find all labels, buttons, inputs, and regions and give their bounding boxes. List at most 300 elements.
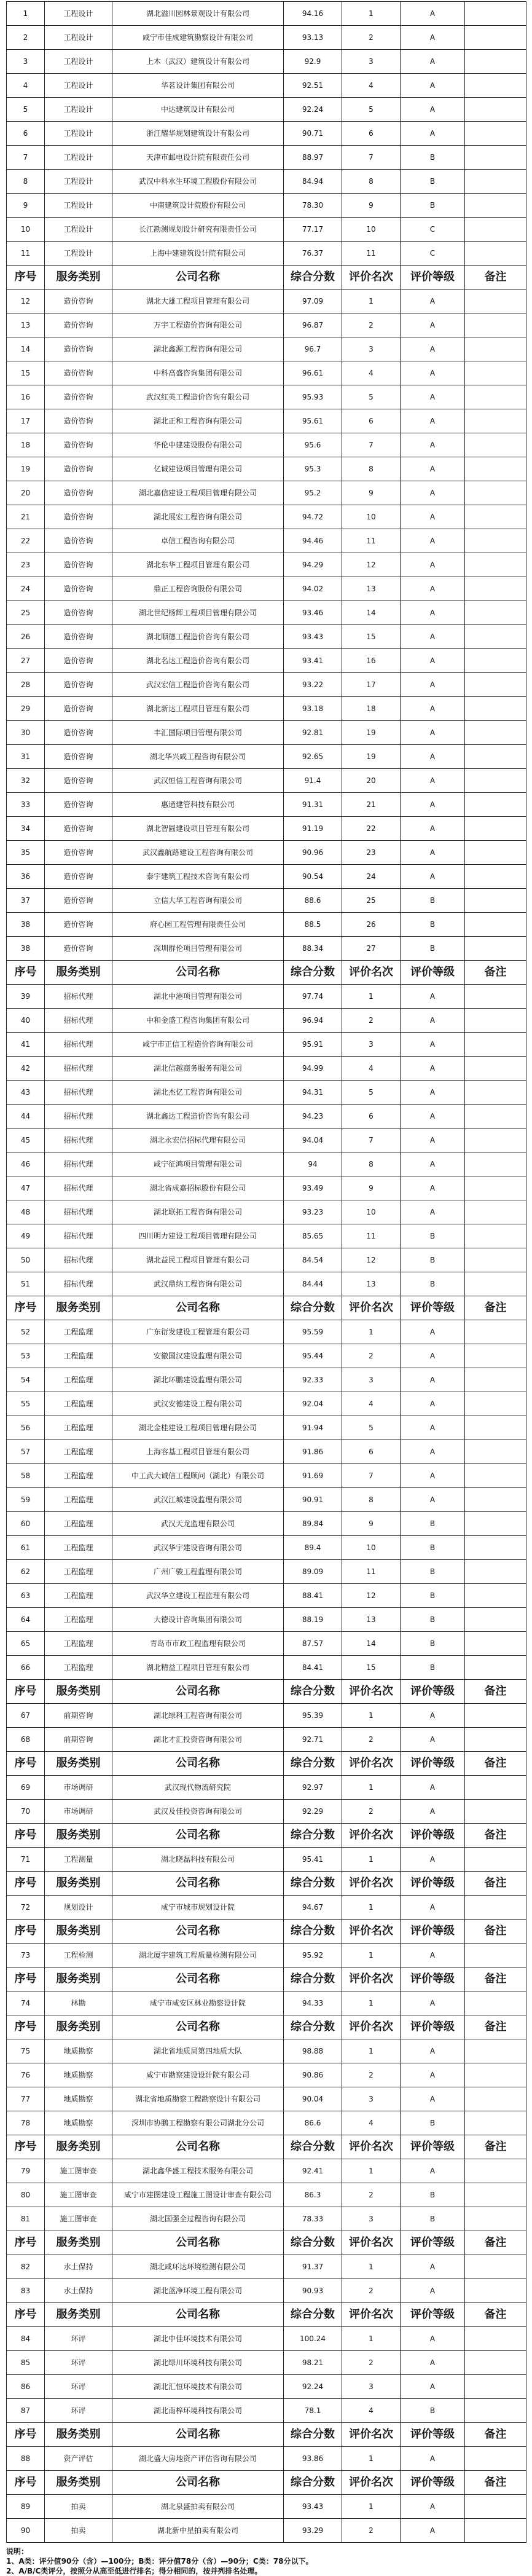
table-row <box>7 1464 526 1488</box>
cell-remark <box>465 577 526 601</box>
cell-remark <box>465 1560 526 1584</box>
cell-category: 招标代理 <box>45 985 112 1009</box>
cell-score: 87.57 <box>284 1632 342 1656</box>
cell-score: 91.37 <box>284 2255 342 2279</box>
header-score: 综合分数 <box>284 2423 342 2447</box>
cell-grade: A <box>401 2327 465 2351</box>
cell-remark <box>465 1320 526 1344</box>
cell-category: 资产评估 <box>45 2447 112 2471</box>
cell-remark <box>465 841 526 865</box>
table-row <box>7 1200 526 1224</box>
header-score: 综合分数 <box>284 1680 342 1704</box>
header-remark: 备注 <box>465 266 526 290</box>
cell-rank: 13 <box>342 1272 401 1296</box>
cell-grade: A <box>401 1488 465 1512</box>
cell-grade: A <box>401 1128 465 1152</box>
cell-score: 92.97 <box>284 1776 342 1800</box>
header-score: 综合分数 <box>284 1752 342 1776</box>
cell-company: 咸宁市咸安区林业勘察设计院 <box>112 1991 284 2015</box>
cell-rank: 12 <box>342 1248 401 1272</box>
cell-remark <box>465 817 526 841</box>
cell-category: 工程设计 <box>45 50 112 74</box>
table-row <box>7 1009 526 1033</box>
cell-company: 武汉及佳投资咨询有限公司 <box>112 1800 284 1824</box>
cell-remark <box>465 865 526 889</box>
cell-company: 湖北南梓环境科技有限公司 <box>112 2399 284 2423</box>
cell-grade: A <box>401 2087 465 2111</box>
cell-remark <box>465 1896 526 1920</box>
cell-rank: 16 <box>342 649 401 673</box>
cell-seq: 31 <box>7 745 45 769</box>
cell-category: 林勘 <box>45 1991 112 2015</box>
cell-rank: 12 <box>342 1584 401 1608</box>
cell-remark <box>465 2447 526 2471</box>
header-rank: 评价名次 <box>342 2015 401 2039</box>
cell-score: 93.41 <box>284 649 342 673</box>
cell-score: 89.09 <box>284 1560 342 1584</box>
cell-seq: 25 <box>7 601 45 625</box>
cell-grade: B <box>401 2399 465 2423</box>
cell-seq: 3 <box>7 50 45 74</box>
cell-score: 88.5 <box>284 913 342 937</box>
header-remark: 备注 <box>465 1824 526 1848</box>
table-row <box>7 2207 526 2231</box>
table-row <box>7 913 526 937</box>
cell-score: 94.16 <box>284 2 342 26</box>
header-category: 服务类别 <box>45 1920 112 1944</box>
cell-company: 湖北绿川环境科技有限公司 <box>112 2351 284 2375</box>
cell-grade: C <box>401 218 465 242</box>
header-score: 综合分数 <box>284 1296 342 1320</box>
cell-rank: 1 <box>342 2255 401 2279</box>
cell-rank: 2 <box>342 1344 401 1368</box>
header-row <box>7 1824 526 1848</box>
cell-grade: A <box>401 1392 465 1416</box>
cell-category: 造价咨询 <box>45 721 112 745</box>
header-seq: 序号 <box>7 2303 45 2327</box>
cell-category: 市场调研 <box>45 1776 112 1800</box>
table-row <box>7 146 526 170</box>
cell-category: 招标代理 <box>45 1009 112 1033</box>
cell-score: 93.46 <box>284 601 342 625</box>
header-score: 综合分数 <box>284 2015 342 2039</box>
cell-seq: 56 <box>7 1416 45 1440</box>
table-row <box>7 1704 526 1728</box>
header-category: 服务类别 <box>45 1872 112 1896</box>
cell-grade: A <box>401 457 465 481</box>
cell-seq: 69 <box>7 1776 45 1800</box>
cell-company: 广东衍发建设工程管理有限公司 <box>112 1320 284 1344</box>
cell-remark <box>465 457 526 481</box>
cell-company: 湖北中港项目管理有限公司 <box>112 985 284 1009</box>
header-row <box>7 2303 526 2327</box>
cell-category: 招标代理 <box>45 1057 112 1081</box>
header-seq: 序号 <box>7 1920 45 1944</box>
header-row <box>7 1967 526 1991</box>
cell-category: 招标代理 <box>45 1176 112 1200</box>
cell-category: 造价咨询 <box>45 769 112 793</box>
cell-grade: B <box>401 889 465 913</box>
cell-seq: 53 <box>7 1344 45 1368</box>
cell-grade: B <box>401 2207 465 2231</box>
cell-grade: B <box>401 2111 465 2135</box>
cell-seq: 77 <box>7 2087 45 2111</box>
cell-seq: 61 <box>7 1536 45 1560</box>
header-score: 综合分数 <box>284 1824 342 1848</box>
cell-rank: 1 <box>342 2495 401 2519</box>
cell-score: 92.29 <box>284 1800 342 1824</box>
table-row <box>7 985 526 1009</box>
cell-rank: 18 <box>342 697 401 721</box>
header-row <box>7 1680 526 1704</box>
cell-remark <box>465 1991 526 2015</box>
header-grade: 评价等级 <box>401 2135 465 2159</box>
table-row <box>7 745 526 769</box>
cell-category: 工程设计 <box>45 26 112 50</box>
cell-score: 94.72 <box>284 505 342 529</box>
cell-category: 工程监理 <box>45 1440 112 1464</box>
cell-seq: 6 <box>7 122 45 146</box>
cell-score: 95.39 <box>284 1704 342 1728</box>
notes-title: 说明： <box>6 2547 29 2556</box>
cell-rank: 10 <box>342 1200 401 1224</box>
cell-seq: 81 <box>7 2207 45 2231</box>
table-row <box>7 1440 526 1464</box>
cell-company: 武汉中科水生环境工程股份有限公司 <box>112 170 284 194</box>
cell-score: 88.19 <box>284 1608 342 1632</box>
header-seq: 序号 <box>7 2471 45 2495</box>
table-row <box>7 2255 526 2279</box>
cell-remark <box>465 2327 526 2351</box>
cell-seq: 59 <box>7 1488 45 1512</box>
cell-category: 造价咨询 <box>45 313 112 337</box>
header-seq: 序号 <box>7 2423 45 2447</box>
header-grade: 评价等级 <box>401 2231 465 2255</box>
cell-category: 工程监理 <box>45 1656 112 1680</box>
cell-score: 92.24 <box>284 98 342 122</box>
cell-remark <box>465 1944 526 1967</box>
table-row <box>7 1057 526 1081</box>
header-seq: 序号 <box>7 2015 45 2039</box>
table-row <box>7 1608 526 1632</box>
header-remark: 备注 <box>465 2015 526 2039</box>
cell-rank: 3 <box>342 2375 401 2399</box>
cell-remark <box>465 1033 526 1057</box>
cell-company: 湖北嘉信建设工程项目管理有限公司 <box>112 481 284 505</box>
cell-company: 湖北厦宇建筑工程质量检测有限公司 <box>112 1944 284 1967</box>
cell-seq: 82 <box>7 2255 45 2279</box>
cell-rank: 4 <box>342 1392 401 1416</box>
table-row <box>7 1272 526 1296</box>
cell-rank: 1 <box>342 2039 401 2063</box>
header-company: 公司名称 <box>112 2015 284 2039</box>
cell-grade: A <box>401 1440 465 1464</box>
header-company: 公司名称 <box>112 1920 284 1944</box>
table-row <box>7 697 526 721</box>
cell-seq: 46 <box>7 1152 45 1176</box>
cell-category: 工程监理 <box>45 1584 112 1608</box>
cell-company: 咸宁市佳成建筑勘察设计有限公司 <box>112 26 284 50</box>
table-row <box>7 50 526 74</box>
header-category: 服务类别 <box>45 961 112 985</box>
table-row <box>7 1152 526 1176</box>
cell-company: 安徽国汉建设监理有限公司 <box>112 1344 284 1368</box>
cell-score: 98.21 <box>284 2351 342 2375</box>
cell-category: 环评 <box>45 2375 112 2399</box>
cell-company: 广州广骏工程监理有限公司 <box>112 1560 284 1584</box>
cell-remark <box>465 1224 526 1248</box>
cell-rank: 10 <box>342 218 401 242</box>
cell-grade: A <box>401 1704 465 1728</box>
cell-seq: 23 <box>7 553 45 577</box>
cell-score: 93.86 <box>284 2447 342 2471</box>
cell-category: 造价咨询 <box>45 865 112 889</box>
cell-remark <box>465 2519 526 2543</box>
cell-category: 工程检测 <box>45 1944 112 1967</box>
cell-grade: B <box>401 2183 465 2207</box>
cell-seq: 43 <box>7 1081 45 1105</box>
table-row <box>7 1416 526 1440</box>
table-row <box>7 793 526 817</box>
cell-category: 造价咨询 <box>45 625 112 649</box>
cell-remark <box>465 769 526 793</box>
cell-company: 鼎正工程咨询股份有限公司 <box>112 577 284 601</box>
cell-remark <box>465 1248 526 1272</box>
cell-seq: 65 <box>7 1632 45 1656</box>
table-row <box>7 1320 526 1344</box>
cell-grade: B <box>401 1536 465 1560</box>
cell-rank: 9 <box>342 194 401 218</box>
cell-score: 89.4 <box>284 1536 342 1560</box>
header-category: 服务类别 <box>45 1824 112 1848</box>
cell-score: 100.24 <box>284 2327 342 2351</box>
cell-remark <box>465 1728 526 1752</box>
header-grade: 评价等级 <box>401 1296 465 1320</box>
cell-rank: 2 <box>342 26 401 50</box>
header-score: 综合分数 <box>284 2231 342 2255</box>
cell-grade: A <box>401 409 465 433</box>
table-row <box>7 2447 526 2471</box>
cell-remark <box>465 2207 526 2231</box>
table-row <box>7 433 526 457</box>
cell-score: 90.71 <box>284 122 342 146</box>
cell-seq: 22 <box>7 529 45 553</box>
table-row <box>7 1896 526 1920</box>
header-rank: 评价名次 <box>342 1824 401 1848</box>
cell-company: 湖北省成嘉招标股份有限公司 <box>112 1176 284 1200</box>
cell-seq: 51 <box>7 1272 45 1296</box>
cell-seq: 38 <box>7 937 45 961</box>
cell-rank: 11 <box>342 242 401 266</box>
cell-company: 武汉江城建设监理有限公司 <box>112 1488 284 1512</box>
cell-score: 84.54 <box>284 1248 342 1272</box>
cell-company: 咸宁市城市规划设计院 <box>112 1896 284 1920</box>
table-row <box>7 1081 526 1105</box>
cell-score: 92.04 <box>284 1392 342 1416</box>
cell-grade: A <box>401 1057 465 1081</box>
cell-seq: 90 <box>7 2519 45 2543</box>
cell-rank: 5 <box>342 1081 401 1105</box>
cell-grade: A <box>401 649 465 673</box>
cell-seq: 38 <box>7 913 45 937</box>
cell-category: 工程监理 <box>45 1488 112 1512</box>
cell-rank: 5 <box>342 1416 401 1440</box>
header-company: 公司名称 <box>112 1680 284 1704</box>
header-company: 公司名称 <box>112 2423 284 2447</box>
header-seq: 序号 <box>7 266 45 290</box>
cell-category: 造价咨询 <box>45 529 112 553</box>
cell-score: 94.04 <box>284 1128 342 1152</box>
cell-seq: 88 <box>7 2447 45 2471</box>
cell-seq: 57 <box>7 1440 45 1464</box>
cell-remark <box>465 1009 526 1033</box>
cell-grade: A <box>401 673 465 697</box>
cell-rank: 6 <box>342 122 401 146</box>
cell-remark <box>465 337 526 361</box>
header-remark: 备注 <box>465 1752 526 1776</box>
cell-rank: 2 <box>342 2063 401 2087</box>
cell-rank: 6 <box>342 409 401 433</box>
cell-category: 造价咨询 <box>45 577 112 601</box>
cell-rank: 24 <box>342 865 401 889</box>
cell-grade: A <box>401 1896 465 1920</box>
cell-seq: 72 <box>7 1896 45 1920</box>
cell-rank: 10 <box>342 505 401 529</box>
cell-score: 96.61 <box>284 361 342 385</box>
cell-seq: 64 <box>7 1608 45 1632</box>
table-row <box>7 2111 526 2135</box>
cell-grade: A <box>401 481 465 505</box>
cell-score: 92.71 <box>284 1728 342 1752</box>
header-row <box>7 1296 526 1320</box>
cell-company: 湖北顺德工程造价咨询有限公司 <box>112 625 284 649</box>
cell-score: 92.41 <box>284 2159 342 2183</box>
cell-seq: 76 <box>7 2063 45 2087</box>
cell-score: 95.93 <box>284 385 342 409</box>
header-rank: 评价名次 <box>342 961 401 985</box>
cell-score: 90.93 <box>284 2279 342 2303</box>
cell-company: 湖北晓磊科技有限公司 <box>112 1848 284 1872</box>
cell-score: 94.23 <box>284 1105 342 1128</box>
cell-grade: A <box>401 74 465 98</box>
cell-grade: A <box>401 793 465 817</box>
cell-grade: A <box>401 817 465 841</box>
cell-grade: A <box>401 1776 465 1800</box>
cell-category: 工程监理 <box>45 1560 112 1584</box>
cell-grade: B <box>401 1656 465 1680</box>
cell-grade: A <box>401 553 465 577</box>
cell-category: 施工图审查 <box>45 2183 112 2207</box>
cell-category: 前期咨询 <box>45 1704 112 1728</box>
cell-company: 丰汇国际项目管理有限公司 <box>112 721 284 745</box>
cell-seq: 42 <box>7 1057 45 1081</box>
header-company: 公司名称 <box>112 2135 284 2159</box>
cell-grade: A <box>401 721 465 745</box>
header-seq: 序号 <box>7 2135 45 2159</box>
cell-score: 91.69 <box>284 1464 342 1488</box>
cell-seq: 20 <box>7 481 45 505</box>
cell-grade: A <box>401 625 465 649</box>
cell-score: 94.33 <box>284 1991 342 2015</box>
table-row <box>7 841 526 865</box>
cell-seq: 73 <box>7 1944 45 1967</box>
cell-remark <box>465 1464 526 1488</box>
cell-grade: A <box>401 1320 465 1344</box>
cell-score: 91.86 <box>284 1440 342 1464</box>
cell-company: 武汉现代物流研究院 <box>112 1776 284 1800</box>
cell-company: 湖北正和工程咨询有限公司 <box>112 409 284 433</box>
table-row <box>7 1105 526 1128</box>
table-row <box>7 313 526 337</box>
cell-remark <box>465 937 526 961</box>
cell-category: 工程监理 <box>45 1416 112 1440</box>
cell-score: 95.91 <box>284 1033 342 1057</box>
cell-remark <box>465 1800 526 1824</box>
table-row <box>7 1033 526 1057</box>
cell-rank: 9 <box>342 481 401 505</box>
header-grade: 评价等级 <box>401 1872 465 1896</box>
cell-rank: 11 <box>342 1224 401 1248</box>
cell-rank: 2 <box>342 1800 401 1824</box>
cell-grade: A <box>401 313 465 337</box>
cell-grade: A <box>401 1944 465 1967</box>
cell-grade: A <box>401 2039 465 2063</box>
cell-remark <box>465 2183 526 2207</box>
cell-seq: 63 <box>7 1584 45 1608</box>
table-row <box>7 1632 526 1656</box>
cell-score: 96.87 <box>284 313 342 337</box>
cell-company: 湖北大雄工程项目管理有限公司 <box>112 290 284 313</box>
cell-seq: 68 <box>7 1728 45 1752</box>
cell-company: 四川明力建设工程项目管理有限公司 <box>112 1224 284 1248</box>
note-item: 2、A/B/C类评分，按照分从高至低进行排名；得分相同的，按并列排名处理。 <box>6 2567 262 2575</box>
cell-remark <box>465 985 526 1009</box>
cell-grade: A <box>401 985 465 1009</box>
cell-category: 招标代理 <box>45 1152 112 1176</box>
cell-seq: 29 <box>7 697 45 721</box>
cell-remark <box>465 1152 526 1176</box>
cell-company: 立信大华工程咨询有限公司 <box>112 889 284 913</box>
cell-rank: 9 <box>342 1176 401 1200</box>
header-rank: 评价名次 <box>342 2135 401 2159</box>
cell-seq: 28 <box>7 673 45 697</box>
table-row <box>7 26 526 50</box>
cell-seq: 37 <box>7 889 45 913</box>
cell-company: 湖北东华工程项目管理有限公司 <box>112 553 284 577</box>
header-rank: 评价名次 <box>342 1680 401 1704</box>
table-row <box>7 649 526 673</box>
cell-score: 92.33 <box>284 1368 342 1392</box>
cell-grade: A <box>401 26 465 50</box>
cell-company: 湖北益民工程项目管理有限公司 <box>112 1248 284 1272</box>
cell-seq: 10 <box>7 218 45 242</box>
cell-seq: 66 <box>7 1656 45 1680</box>
header-company: 公司名称 <box>112 1967 284 1991</box>
header-grade: 评价等级 <box>401 1920 465 1944</box>
header-remark: 备注 <box>465 2135 526 2159</box>
cell-score: 84.44 <box>284 1272 342 1296</box>
cell-remark <box>465 1608 526 1632</box>
header-company: 公司名称 <box>112 961 284 985</box>
cell-rank: 25 <box>342 889 401 913</box>
header-row <box>7 1752 526 1776</box>
cell-score: 86.3 <box>284 2183 342 2207</box>
header-category: 服务类别 <box>45 1752 112 1776</box>
cell-rank: 1 <box>342 1320 401 1344</box>
cell-score: 98.88 <box>284 2039 342 2063</box>
cell-company: 湖北中佳环境技术有限公司 <box>112 2327 284 2351</box>
cell-rank: 8 <box>342 170 401 194</box>
